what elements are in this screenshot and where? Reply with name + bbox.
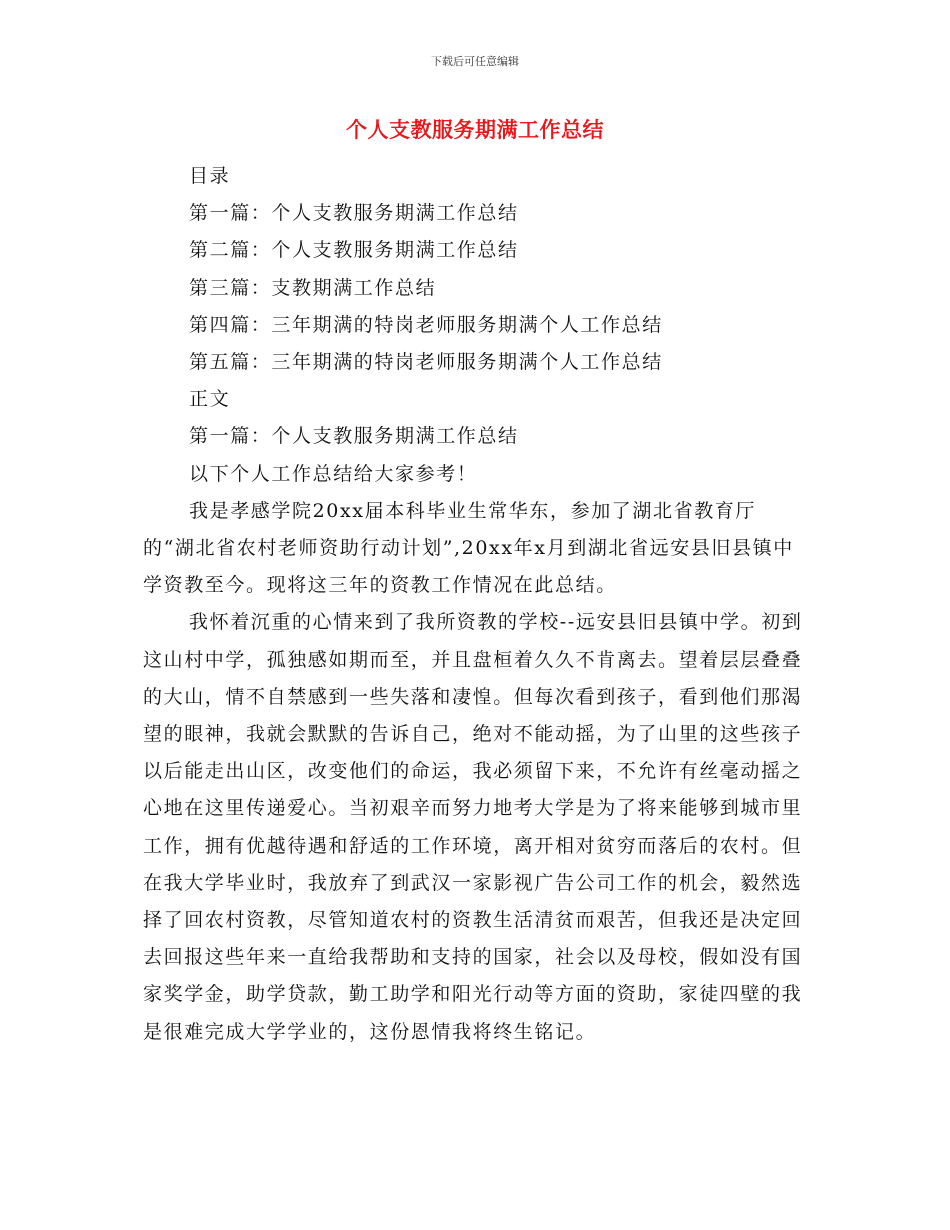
body-paragraph: 我是孝感学院20xx届本科毕业生常华东，参加了湖北省教育厅的“湖北省农村老师资助行动计划”,20xx年x月到湖北省远安县旧县镇中学资教至今。现将这三年的资教工作情况在此总结。 <box>143 499 794 597</box>
toc-item: 第四篇：三年期满的特岗老师服务期满个人工作总结 <box>189 313 663 336</box>
toc-item: 第五篇：三年期满的特岗老师服务期满个人工作总结 <box>189 351 663 374</box>
document-title: 个人支教服务期满工作总结 <box>346 118 604 142</box>
intro-line: 以下个人工作总结给大家参考！ <box>189 462 478 485</box>
document-body <box>143 158 807 1051</box>
section-title: 第一篇：个人支教服务期满工作总结 <box>189 425 519 448</box>
body-label: 正文 <box>189 388 231 411</box>
toc-item: 第二篇：个人支教服务期满工作总结 <box>189 239 519 262</box>
toc-item: 第三篇：支教期满工作总结 <box>189 276 437 299</box>
header-note: 下载后可任意编辑 <box>431 55 519 68</box>
body-paragraph: 我怀着沉重的心情来到了我所资教的学校--远安县旧县镇中学。初到这山村中学，孤独感如期而至，并且盘桓着久久不肯离去。望着层层叠叠的大山，情不自禁感到一些失落和凄惶。但每次看到孩子，看到他们那渴望的眼神，我就会默默的告诉自己，绝对不能动摇，为了山里的这些孩子以后能走出山区，改变他们的命运，我必须留下来，不允许有丝毫动摇之心地在这里传递爱心。当初艰辛而努力地考大学是为了将来能够到城市里工作，拥有优越待遇和舒适的工作环境，离开相对贫穷而落后的农村。但在我大学毕业时，我放弃了到武汉一家影视广告公司工作的机会，毅然选择了回农村资教，尽管知道农村的资教生活清贫而艰苦，但我还是决定回去回报这些年来一直给我帮助和支持的国家，社会以及母校，假如没有国家奖学金，助学贷款，勤工助学和阳光行动等方面的资助，家徒四壁的我是很难完成大学学业的，这份恩情我将终生铭记。 <box>143 611 803 1043</box>
toc-label: 目录 <box>189 165 231 187</box>
toc-item: 第一篇：个人支教服务期满工作总结 <box>189 202 519 225</box>
